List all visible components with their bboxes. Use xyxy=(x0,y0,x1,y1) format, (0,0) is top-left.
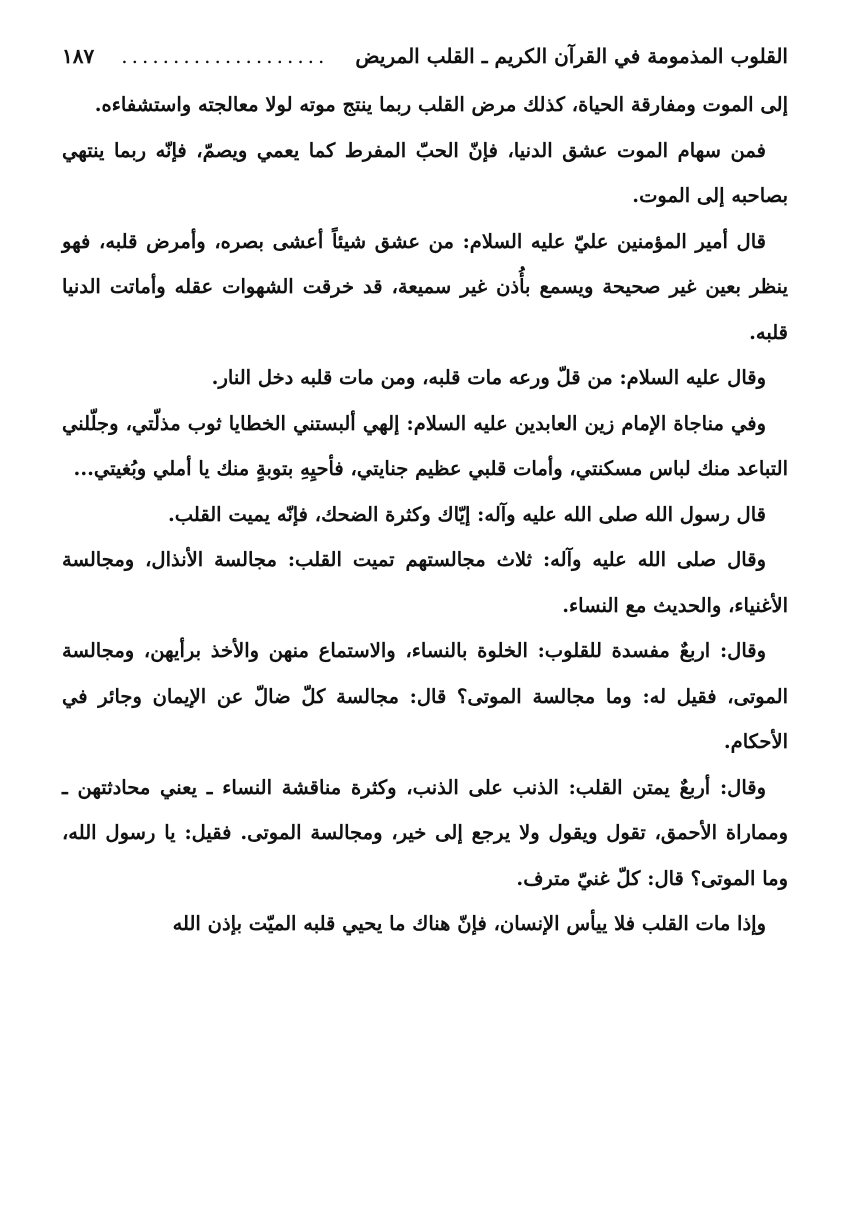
page-number: ١٨٧ xyxy=(62,44,95,68)
book-page xyxy=(62,30,788,947)
paragraph: وقال: أربعٌ يمتن القلب: الذنب على الذنب، وكثرة مناقشة النساء ـ يعني محادثتهن ـ ومماراة الأحمق، تقول ويقول ولا يرجع إلى خير، ومجالسة الموتى. فقيل: يا رسول الله، وما الموتى؟ قال: كلّ غنيّ مترف. xyxy=(62,775,788,890)
header-title: القلوب المذمومة في القرآن الكريم ـ القلب المريض xyxy=(355,44,788,68)
paragraph: وقال صلى الله عليه وآله: ثلاث مجالستهم تميت القلب: مجالسة الأنذال، ومجالسة الأغنياء، والحديث مع النساء. xyxy=(62,548,788,617)
paragraph: وقال: اربعٌ مفسدة للقلوب: الخلوة بالنساء، والاستماع منهن والأخذ برأيهن، ومجالسة الموتى، فقيل له: وما مجالسة الموتى؟ قال: مجالسة كلّ ضالّ عن الإيمان وجائر في الأحكام. xyxy=(62,639,788,753)
body-text xyxy=(62,82,788,947)
header-leader-dots: .................... xyxy=(121,44,329,68)
paragraph: إلى الموت ومفارقة الحياة، كذلك مرض القلب ربما ينتج موته لولا معالجته واستشفاءه. xyxy=(94,93,788,116)
paragraph: وقال عليه السلام: من قلّ ورعه مات قلبه، ومن مات قلبه دخل النار. xyxy=(211,366,766,389)
paragraph: وإذا مات القلب فلا ييأس الإنسان، فإنّ هناك ما يحيي قلبه الميّت بإذن الله xyxy=(172,912,766,935)
paragraph: قال أمير المؤمنين عليّ عليه السلام: من عشق شيئاً أعشى بصره، وأمرض قلبه، فهو ينظر بعين غير صحيحة ويسمع بأُذن غير سميعة، قد خرقت الشهوات عقله وأماتت الدنيا قلبه. xyxy=(62,229,788,344)
paragraph: قال رسول الله صلى الله عليه وآله: إيّاك وكثرة الضحك، فإنّه يميت القلب. xyxy=(167,502,766,526)
paragraph: فمن سهام الموت عشق الدنيا، فإنّ الحبّ المفرط كما يعمي ويصمّ، فإنّه ربما ينتهي بصاحبه إلى الموت. xyxy=(62,138,788,207)
running-header xyxy=(62,30,788,82)
paragraph: وفي مناجاة الإمام زين العابدين عليه السلام: إلهي ألبستني الخطايا ثوب مذلّتي، وجلّلني التباعد منك لباس مسكنتي، وأمات قلبي عظيم جنايتي، فأحيِهِ بتوبةٍ منك يا أملي وبُغيتي... xyxy=(62,411,788,480)
